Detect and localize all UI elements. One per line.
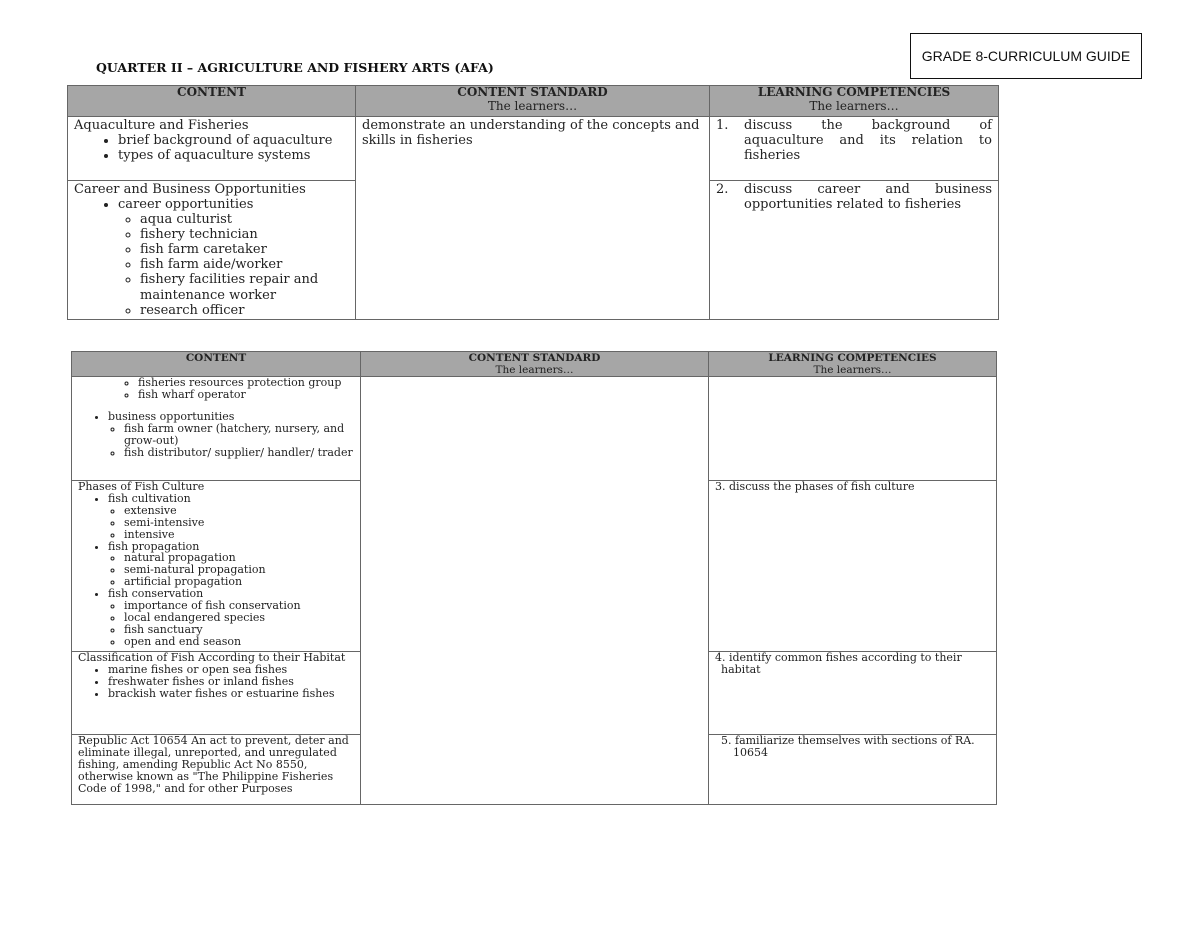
competency-cell (709, 735, 997, 805)
standard-text: demonstrate an understanding of the concepts and skills in fisheries (362, 118, 700, 149)
competency-cell (709, 652, 997, 735)
list-item: ◦ artificial propagation (124, 576, 354, 588)
content-cell (68, 117, 356, 181)
list-item (108, 493, 354, 541)
list-item: ◦ semi-intensive (124, 517, 354, 529)
list-item (108, 588, 354, 647)
list-item: ◦ fish wharf operator (138, 389, 354, 401)
competency-text: 3. discuss the phases of fish culture (715, 480, 915, 494)
header-standard-label: CONTENT STANDARD (457, 85, 608, 99)
list-item (108, 541, 354, 589)
list-item-label: fish conservation (108, 587, 204, 600)
list-item: ◦ semi-natural propagation (124, 564, 354, 576)
header-standard-label: CONTENT STANDARD (468, 352, 601, 364)
list-item: ◦ importance of fish conservation (124, 600, 354, 612)
table-header-row (68, 86, 999, 117)
list-item: • brief background of aquaculture (118, 133, 349, 148)
list-item: ◦ fishery facilities repair and maintenance worker (140, 272, 349, 302)
content-bullets (78, 411, 354, 459)
list-item: • marine fishes or open sea fishes (108, 664, 354, 676)
content-bullets (74, 197, 349, 318)
table-row (72, 377, 997, 481)
page-title: QUARTER II – AGRICULTURE AND FISHERY ARTS (AFA) (96, 60, 494, 75)
list-item: ◦ fishery technician (140, 227, 349, 242)
content-bullets (78, 664, 354, 700)
table-header-row (72, 352, 997, 377)
list-item: ◦ fisheries resources protection group (138, 377, 354, 389)
list-item: ◦ fish distributor/ supplier/ handler/ trader (124, 447, 354, 459)
list-item: ◦ fish sanctuary (124, 624, 354, 636)
competency-number: 2. (716, 182, 729, 197)
header-content-standard (361, 352, 709, 377)
competency-text: discuss the background of aquaculture and its relation to fisheries (744, 118, 992, 164)
list-item: • freshwater fishes or inland fishes (108, 676, 354, 688)
list-item: ◦ fish farm aide/worker (140, 257, 349, 272)
header-learning-competencies (710, 86, 999, 117)
content-cell (72, 481, 361, 652)
list-item: ◦ open and end season (124, 636, 354, 648)
list-item: ◦ natural propagation (124, 552, 354, 564)
competency-text: discuss career and business opportunities related to fisheries (744, 182, 992, 213)
competency-number: 1. (716, 118, 729, 133)
list-item: • brackish water fishes or estuarine fishes (108, 688, 354, 700)
competency-cell (709, 481, 997, 652)
list-item (108, 411, 354, 459)
content-heading: Career and Business Opportunities (74, 182, 306, 197)
republic-act-text: Republic Act 10654 An act to prevent, deter and eliminate illegal, unreported, and unregulated fishing, amending Republic Act No 8550, otherwise known as "The Philippine Fisheries Code of 1998," and for other Purposes (78, 734, 349, 795)
header-content-label: CONTENT (177, 85, 246, 99)
list-item: ◦ research officer (140, 303, 349, 318)
header-content-label: CONTENT (185, 352, 247, 364)
list-item-label: fish propagation (108, 539, 200, 553)
content-heading: Classification of Fish According to their Habitat (78, 651, 346, 665)
content-cell (72, 652, 361, 735)
list-item: ◦ local endangered species (124, 612, 354, 624)
content-heading: Phases of Fish Culture (78, 480, 205, 494)
header-standard-sub: The learners… (487, 98, 578, 113)
list-item-label: business opportunities (108, 409, 235, 423)
list-item: ◦ fish farm owner (hatchery, nursery, and grow-out) (124, 423, 354, 447)
content-sub-bullets (118, 212, 349, 318)
list-item (118, 197, 349, 318)
table-row (68, 117, 999, 181)
header-competencies-sub: The learners… (813, 364, 892, 377)
list-item: • types of aquaculture systems (118, 148, 349, 163)
header-content (72, 352, 361, 377)
content-cell (72, 735, 361, 805)
content-cell (72, 377, 361, 481)
competency-cell (710, 181, 999, 320)
list-item: ◦ intensive (124, 529, 354, 541)
standard-cell (356, 117, 710, 320)
list-item: ◦ extensive (124, 505, 354, 517)
competency-text: 4. identify common fishes according to their habitat (715, 651, 962, 676)
curriculum-table-1 (67, 85, 999, 320)
content-bullets (74, 133, 349, 163)
header-competencies-sub: The learners… (809, 98, 899, 113)
competency-text: 5. familiarize themselves with sections of RA. 10654 (721, 734, 975, 759)
content-sub-bullets (108, 423, 354, 459)
competency-cell (710, 117, 999, 181)
header-standard-sub: The learners… (495, 364, 574, 377)
grade-curriculum-badge: GRADE 8-CURRICULUM GUIDE (910, 33, 1142, 79)
header-content-standard (356, 86, 710, 117)
content-sub-bullets (108, 600, 354, 648)
header-competencies-label: LEARNING COMPETENCIES (768, 352, 937, 364)
content-sub-bullets (108, 505, 354, 541)
content-cell (68, 181, 356, 320)
content-sub-bullets (78, 377, 354, 401)
content-heading: Aquaculture and Fisheries (74, 118, 249, 133)
list-item: ◦ fish farm caretaker (140, 242, 349, 257)
list-item-label: fish cultivation (108, 492, 191, 505)
curriculum-table-2 (71, 351, 997, 805)
content-bullets (78, 493, 354, 647)
header-learning-competencies (709, 352, 997, 377)
content-sub-bullets (108, 552, 354, 588)
standard-cell (361, 377, 709, 805)
header-competencies-label: LEARNING COMPETENCIES (757, 85, 951, 99)
header-content (68, 86, 356, 117)
list-item-label: career opportunities (118, 197, 254, 213)
list-item: ◦ aqua culturist (140, 212, 349, 227)
competency-cell (709, 377, 997, 481)
